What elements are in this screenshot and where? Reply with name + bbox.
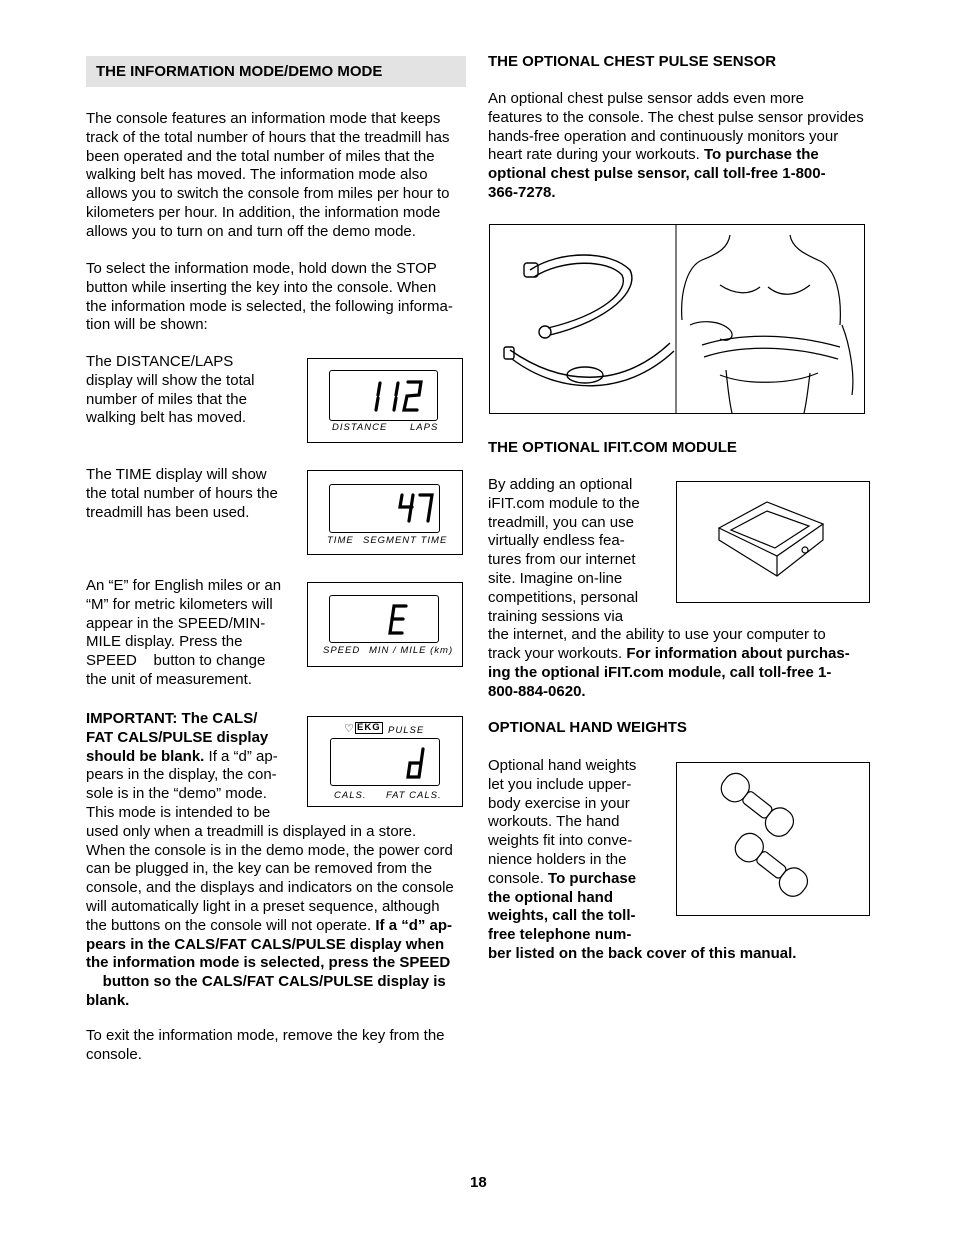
text-line: SPEED button to change	[86, 652, 266, 670]
text-line	[86, 973, 471, 992]
text-line	[488, 184, 878, 203]
text-line	[488, 926, 878, 945]
text-line: walking belt has moved. The information mode also	[86, 166, 428, 184]
text-run: sole is in the “demo” mode.	[86, 785, 267, 803]
text-line	[86, 898, 471, 917]
distance-label: DISTANCE	[332, 422, 388, 433]
text-line: track of the total number of hours that the treadmill has	[86, 128, 450, 146]
bold-run: If a “d” ap-	[375, 916, 453, 934]
text-run: tures from our internet	[488, 551, 636, 569]
text-line: number of miles that the	[86, 390, 247, 408]
time-display	[307, 470, 463, 555]
speed-display	[307, 582, 463, 667]
distance-laps-display	[307, 358, 463, 443]
bold-run: blank.	[86, 991, 130, 1009]
text-line: the unit of measurement.	[86, 670, 252, 688]
hand-weights-illustration	[676, 762, 870, 916]
bold-run: 800-884-0620.	[488, 682, 586, 700]
text-line	[86, 917, 471, 936]
text-run: the buttons on the console will not operate.	[86, 916, 376, 934]
text-line	[488, 165, 878, 184]
text-line	[488, 128, 878, 147]
fat-cals-label: FAT CALS.	[386, 790, 442, 801]
text-run: track your workouts.	[488, 645, 627, 663]
text-line	[488, 109, 878, 128]
text-line	[488, 945, 878, 964]
text-run: virtually endless fea-	[488, 532, 625, 550]
bold-run: the information mode is selected, press the SPEED	[86, 954, 451, 972]
text-run: treadmill, you can use	[488, 513, 634, 531]
text-line: the information mode is selected, the following informa-	[86, 297, 453, 315]
text-run: let you include upper-	[488, 775, 632, 793]
text-line	[488, 664, 878, 683]
text-run: training sessions via	[488, 607, 624, 625]
text-line: MILE display. Press the	[86, 633, 243, 651]
bold-run: pears in the CALS/FAT CALS/PULSE display when	[86, 935, 445, 953]
text-run: By adding an optional	[488, 476, 633, 493]
text-line: allows you to turn on and turn off the demo mode.	[86, 222, 416, 240]
text-run: An optional chest pulse sensor adds even more	[488, 90, 805, 107]
text-line: To exit the information mode, remove the key from the	[86, 1027, 445, 1044]
text-line: console.	[86, 1045, 142, 1063]
text-line: the total number of hours the	[86, 484, 278, 502]
text-line: treadmill has been used.	[86, 503, 250, 521]
text-line	[488, 645, 878, 664]
text-line: An “E” for English miles or an	[86, 577, 282, 594]
text-line: walking belt has moved.	[86, 409, 247, 427]
bold-run: optional chest pulse sensor, call toll-free 1-800-	[488, 165, 826, 183]
text-line: kilometers per hour. In addition, the information mode	[86, 203, 441, 221]
text-line	[488, 608, 878, 627]
min-mile-label: MIN / MILE (km)	[369, 645, 454, 656]
text-line: display will show the total	[86, 371, 255, 389]
text-run: used only when a treadmill is displayed in a store.	[86, 822, 417, 840]
text-line	[488, 90, 878, 109]
text-run: can be plugged in, the key can be removed from the	[86, 860, 433, 878]
text-run: will automatically light in a preset sequence, although	[86, 897, 440, 915]
text-run: body exercise in your	[488, 794, 630, 812]
text-run: If a “d” ap-	[204, 747, 278, 765]
text-line: The DISTANCE/LAPS	[86, 353, 234, 370]
distance-description	[86, 353, 301, 428]
text-run: weights fit into conve-	[488, 832, 633, 850]
exit-instructions	[86, 1027, 471, 1065]
text-run: competitions, personal	[488, 588, 639, 606]
ifit-module-illustration	[676, 481, 870, 603]
text-line: The TIME display will show	[86, 466, 267, 483]
chest-sensor-text	[488, 90, 878, 203]
text-run: Optional hand weights	[488, 757, 637, 774]
bold-run: To purchase the	[703, 146, 819, 164]
text-run: This mode is intended to be	[86, 803, 271, 821]
text-line: button while inserting the key into the console. When	[86, 278, 437, 296]
bold-run: ber listed on the back cover of this manual.	[488, 944, 797, 962]
info-mode-intro	[86, 110, 466, 242]
text-line: been operated and the total number of miles that the	[86, 147, 435, 165]
segment-time-label: SEGMENT TIME	[363, 535, 448, 546]
dumbbells-drawing	[677, 763, 869, 915]
pulse-label: PULSE	[388, 725, 425, 736]
time-label: TIME	[327, 535, 354, 546]
bold-run: 366-7278.	[488, 183, 556, 201]
cals-label: CALS.	[334, 790, 367, 801]
text-line	[488, 146, 878, 165]
info-mode-select	[86, 260, 466, 335]
speed-label: SPEED	[323, 645, 361, 656]
text-line: appear in the SPEED/MIN-	[86, 614, 266, 632]
heart-icon: ♡	[344, 723, 354, 735]
text-line	[86, 860, 471, 879]
text-run: features to the console. The chest pulse sensor provides	[488, 108, 864, 126]
text-run: the internet, and the ability to use your computer to	[488, 626, 826, 644]
ekg-label: EKG	[357, 722, 381, 733]
bold-run: To purchase	[548, 869, 637, 887]
text-line: allows you to switch the console from miles per hour to	[86, 185, 450, 203]
text-line	[86, 879, 471, 898]
info-mode-heading: THE INFORMATION MODE/DEMO MODE	[96, 63, 383, 80]
ifit-heading: THE OPTIONAL IFIT.COM MODULE	[488, 439, 737, 456]
text-run: console, and the displays and indicators on the console	[86, 879, 454, 897]
bold-run: should be blank.	[86, 747, 205, 765]
ifit-module-drawing	[677, 482, 869, 602]
text-line	[86, 842, 471, 861]
bold-run: weights, call the toll-	[488, 907, 636, 925]
text-run: site. Imagine on-line	[488, 569, 623, 587]
hand-weights-heading: OPTIONAL HAND WEIGHTS	[488, 719, 687, 736]
text-run: heart rate during your workouts.	[488, 146, 704, 164]
text-run: hands-free operation and continuously monitors your	[488, 127, 839, 145]
text-run: iFIT.com module to the	[488, 494, 640, 512]
text-line: “M” for metric kilometers will	[86, 595, 273, 613]
bold-run: IMPORTANT: The CALS/	[86, 710, 258, 727]
text-line	[86, 992, 471, 1011]
bold-run: For information about purchas-	[626, 645, 850, 663]
text-run: nience holders in the	[488, 850, 627, 868]
speed-description	[86, 577, 301, 690]
text-line	[86, 936, 471, 955]
text-line	[86, 823, 471, 842]
laps-label: LAPS	[410, 422, 439, 433]
text-line	[86, 954, 471, 973]
chest-sensor-illustration	[489, 224, 865, 414]
text-run: When the console is in the demo mode, the power cord	[86, 841, 453, 859]
text-run: workouts. The hand	[488, 813, 620, 831]
cals-fat-cals-pulse-display	[307, 716, 463, 807]
bold-run: FAT CALS/PULSE display	[86, 728, 269, 746]
time-description	[86, 466, 301, 522]
bold-run: free telephone num-	[488, 926, 632, 944]
text-line	[488, 683, 878, 702]
text-line	[488, 626, 878, 645]
page-number: 18	[470, 1174, 487, 1191]
bold-run: ing the optional iFIT.com module, call toll-free 1-	[488, 663, 832, 681]
text-line: The console features an information mode that keeps	[86, 110, 441, 127]
text-run: pears in the display, the con-	[86, 766, 277, 784]
chest-strap-drawing	[490, 225, 864, 413]
bold-run: button so the CALS/FAT CALS/PULSE display is	[86, 973, 446, 991]
text-line: To select the information mode, hold down the STOP	[86, 260, 437, 277]
text-line: tion will be shown:	[86, 316, 208, 334]
text-run: console.	[488, 869, 549, 887]
chest-sensor-heading: THE OPTIONAL CHEST PULSE SENSOR	[488, 53, 777, 70]
bold-run: the optional hand	[488, 888, 613, 906]
